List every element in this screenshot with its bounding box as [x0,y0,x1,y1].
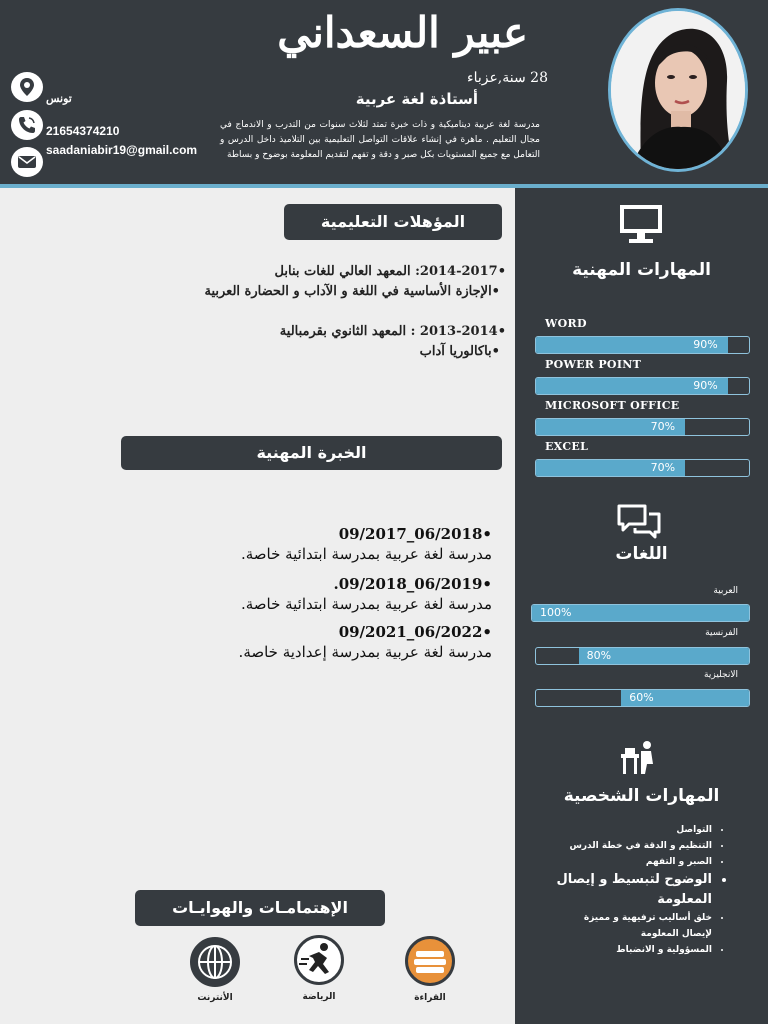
person-at-desk-icon [619,740,659,780]
computer-monitor-icon [619,204,663,250]
skill-bar-fill: 70% [536,419,685,435]
education-heading: •2013-2014 : المعهد الثانوي بقرمبالية [279,324,506,339]
sidebar [515,188,768,1024]
education-item [205,262,507,302]
hobby-label: الرياضة [302,992,336,1002]
personal-skills-list [554,822,724,958]
language-name: العربية [713,586,738,596]
experience-date: •06/2018_09/2017 [338,525,492,543]
experience-title: الخبرة المهنية [121,436,502,470]
skill-bar [535,418,750,436]
skill-name: EXCEL [545,440,589,453]
language-bar-fill: 60% [621,690,749,706]
experience-desc: مدرسة لغة عربية بمدرسة ابتدائية خاصة. [240,545,492,563]
skill-bar [535,377,750,395]
list-item: • الصبر و التفهم [554,854,712,870]
profile-photo [608,8,748,172]
language-bar [535,689,750,707]
age-status: 28 سنة,عزباء [466,70,548,86]
bio-text: مدرسة لغة عربية ديناميكية و ذات خبرة تمتد لثلاث سنوات من التدرب و الاندماج في مجال التعليم . ماهرة في إنشاء علاقات التواصل التعليمية بين التلاميذ داخل الدرس و التعامل مع جميع المستويات بكل صبر و دقة و تفهم لتقديم المعلومة بوضوح و بساطة [220,120,540,160]
phone-icon [11,110,43,140]
education-item [280,322,506,362]
list-item: • التنظيم و الدقة في خطة الدرس [554,838,712,854]
skill-bar-fill: 70% [536,460,685,476]
language-name: الانجليزية [704,670,738,680]
skills-title: المهارات المهنية [572,260,711,280]
education-heading: •2014-2017: المعهد العالي للغات بنابل [274,264,506,279]
experience-desc: مدرسة لغة عربية بمدرسة إعدادية خاصة. [238,643,492,661]
portrait-image [611,11,745,169]
email-icon [11,147,43,177]
experience-item [241,574,492,614]
education-detail: •باكالوريا آداب [419,344,500,359]
education-detail: •الإجازة الأساسية في اللغة و الآداب و الحضارة العربية [204,284,500,299]
language-name: الفرنسية [705,628,738,638]
skill-name: MICROSOFT OFFICE [545,399,680,412]
location-pin-icon [11,72,43,102]
hobby-label: القراءة [414,993,446,1003]
language-bar [531,604,750,622]
skill-name: POWER POINT [545,358,642,371]
books-icon [405,936,455,986]
experience-date: •06/2019_09/2018. [333,575,492,593]
candidate-name: عبير السعداني [277,8,528,57]
language-bar-fill: 80% [579,648,749,664]
email-address[interactable]: saadaniabir19@gmail.com [46,143,198,157]
list-item: • خلق أساليب ترفيهية و مميزة لإيصال المعلومة [554,910,712,942]
experience-desc: مدرسة لغة عربية بمدرسة ابتدائية خاصة. [240,595,492,613]
skill-name: WORD [545,317,587,330]
skill-bar [535,336,750,354]
skill-bar-fill: 90% [536,337,728,353]
experience-item [239,622,492,662]
language-bar-fill: 100% [532,605,749,621]
education-title: المؤهلات التعليمية [284,204,502,240]
skill-bar [535,459,750,477]
list-item: • التواصل [554,822,712,838]
runner-icon [294,935,344,985]
language-bar [535,647,750,665]
job-title: أستاذة لغة عربية [355,90,478,108]
globe-icon [190,937,240,987]
experience-item [241,524,492,564]
hobbies-title: الإهتمامـات والهوايـات [135,890,385,926]
personal-skills-title: المهارات الشخصية [563,786,720,806]
phone-number[interactable]: 21654374210 [46,124,120,138]
experience-date: •06/2022_09/2021 [338,623,492,641]
list-item: • الوضوح لتبسيط و إيصال المعلومة [554,870,712,910]
location-text: تونس [46,93,72,105]
chat-bubbles-icon [615,502,663,544]
languages-title: اللغات [615,544,668,564]
list-item: • المسؤولية و الانضباط [554,942,712,958]
skill-bar-fill: 90% [536,378,728,394]
hobby-label: الأنترنت [197,993,233,1003]
